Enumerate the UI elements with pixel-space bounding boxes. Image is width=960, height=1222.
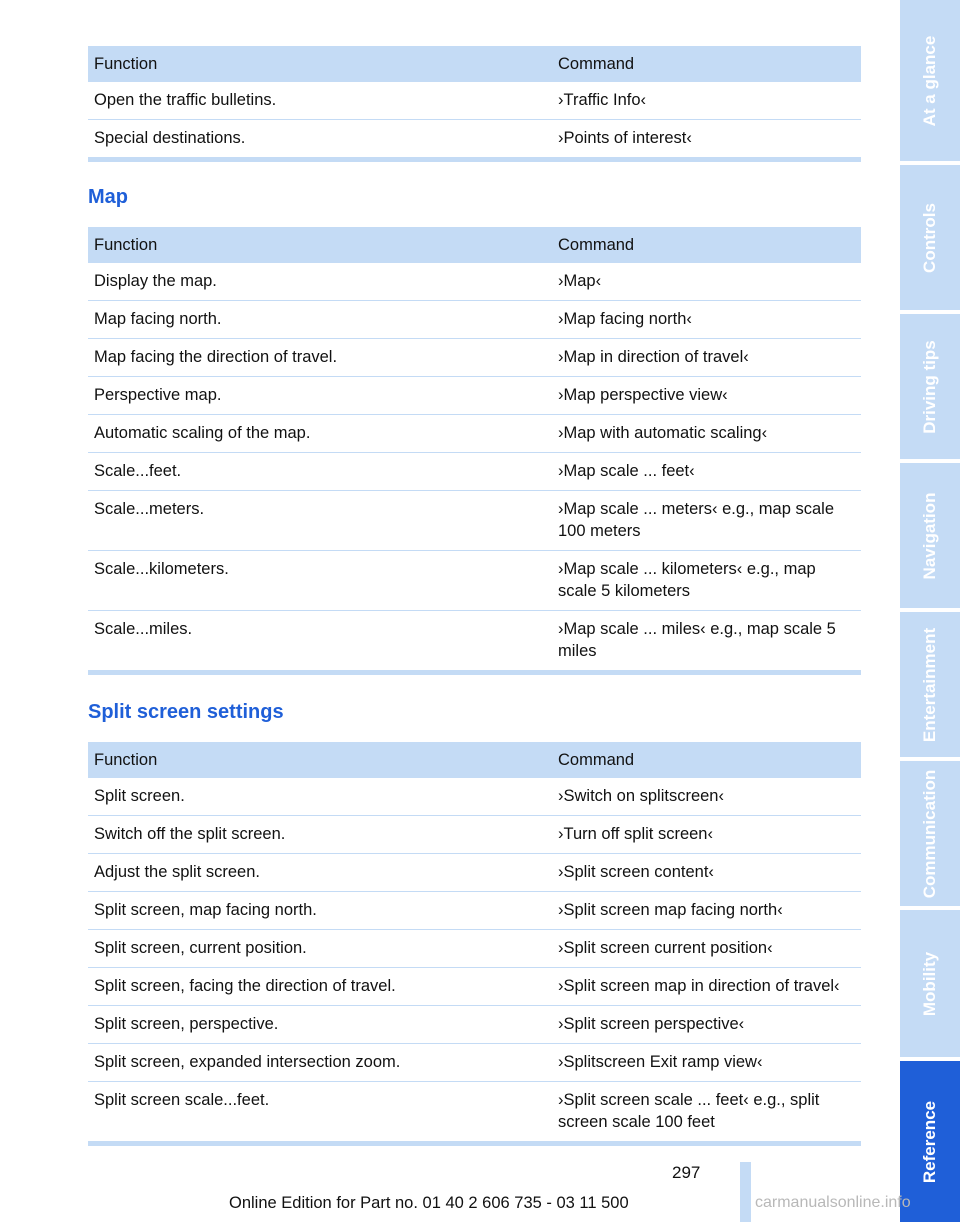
- table-header-row: [88, 227, 861, 263]
- command-cell: ›Map with automatic scaling‹: [552, 415, 861, 453]
- function-cell: Split screen, facing the direction of travel.: [88, 968, 552, 1006]
- function-cell: Map facing north.: [88, 301, 552, 339]
- table-row: [88, 930, 861, 968]
- tab-label: Entertainment: [920, 627, 939, 742]
- command-cell: ›Split screen map in direction of travel‹: [552, 968, 861, 1006]
- column-header-command: Command: [552, 742, 861, 778]
- tab-driving-tips[interactable]: [900, 314, 960, 459]
- table-row: [88, 82, 861, 120]
- column-header-function: Function: [88, 742, 552, 778]
- section-title-split-screen: Split screen settings: [88, 701, 284, 723]
- function-cell: Automatic scaling of the map.: [88, 415, 552, 453]
- table-row: [88, 1044, 861, 1082]
- table-row: [88, 415, 861, 453]
- tab-label: Controls: [920, 202, 939, 273]
- table-row: [88, 892, 861, 930]
- command-cell: ›Traffic Info‹: [552, 82, 861, 120]
- function-cell: Switch off the split screen.: [88, 816, 552, 854]
- command-cell: ›Split screen current position‹: [552, 930, 861, 968]
- command-cell: ›Points of interest‹: [552, 120, 861, 160]
- command-cell: ›Split screen scale ... feet‹ e.g., split screen scale 100 feet: [552, 1082, 861, 1144]
- command-cell: ›Switch on splitscreen‹: [552, 778, 861, 816]
- tab-label: Mobility: [920, 951, 939, 1016]
- column-header-command: Command: [552, 227, 861, 263]
- chapter-sidebar: [900, 0, 960, 1222]
- command-cell: ›Map scale ... kilometers‹ e.g., map scale 5 kilometers: [552, 551, 861, 611]
- function-cell: Split screen, perspective.: [88, 1006, 552, 1044]
- page-number-bar: [740, 1162, 751, 1222]
- table-row: [88, 301, 861, 339]
- command-cell: ›Map scale ... feet‹: [552, 453, 861, 491]
- tab-label: Reference: [920, 1100, 939, 1183]
- function-cell: Scale...kilometers.: [88, 551, 552, 611]
- column-header-function: Function: [88, 227, 552, 263]
- function-cell: Split screen scale...feet.: [88, 1082, 552, 1144]
- command-cell: ›Map‹: [552, 263, 861, 301]
- function-cell: Split screen, current position.: [88, 930, 552, 968]
- tab-label: Navigation: [920, 492, 939, 579]
- table-row: [88, 263, 861, 301]
- command-cell: ›Split screen perspective‹: [552, 1006, 861, 1044]
- table-row: [88, 1006, 861, 1044]
- function-cell: Scale...miles.: [88, 611, 552, 673]
- function-cell: Adjust the split screen.: [88, 854, 552, 892]
- table-header-row: [88, 46, 861, 82]
- split-screen-table: [88, 742, 861, 1146]
- tab-label: Communication: [920, 769, 939, 898]
- page-number: 297: [672, 1163, 701, 1182]
- table-row: [88, 453, 861, 491]
- section-title-map: Map: [88, 186, 128, 208]
- footer-text: Online Edition for Part no. 01 40 2 606 735 - 03 11 500: [229, 1194, 629, 1212]
- function-cell: Scale...meters.: [88, 491, 552, 551]
- table-row: [88, 816, 861, 854]
- table-row: [88, 120, 861, 160]
- function-cell: Open the traffic bulletins.: [88, 82, 552, 120]
- function-cell: Perspective map.: [88, 377, 552, 415]
- command-cell: ›Map in direction of travel‹: [552, 339, 861, 377]
- function-cell: Map facing the direction of travel.: [88, 339, 552, 377]
- table-row: [88, 377, 861, 415]
- tab-label: At a glance: [920, 35, 939, 126]
- command-cell: ›Map perspective view‹: [552, 377, 861, 415]
- page-content: [88, 46, 861, 1146]
- command-cell: ›Turn off split screen‹: [552, 816, 861, 854]
- command-cell: ›Map scale ... miles‹ e.g., map scale 5 miles: [552, 611, 861, 673]
- command-cell: ›Splitscreen Exit ramp view‹: [552, 1044, 861, 1082]
- table-row: [88, 778, 861, 816]
- function-cell: Split screen, expanded intersection zoom.: [88, 1044, 552, 1082]
- command-cell: ›Map facing north‹: [552, 301, 861, 339]
- tab-communication[interactable]: [900, 761, 960, 906]
- table-row: [88, 339, 861, 377]
- command-cell: ›Split screen content‹: [552, 854, 861, 892]
- tab-label: Driving tips: [920, 339, 939, 434]
- function-cell: Special destinations.: [88, 120, 552, 160]
- tab-navigation[interactable]: [900, 463, 960, 608]
- map-table: [88, 227, 861, 675]
- function-cell: Split screen, map facing north.: [88, 892, 552, 930]
- function-cell: Split screen.: [88, 778, 552, 816]
- command-cell: ›Split screen map facing north‹: [552, 892, 861, 930]
- tab-entertainment[interactable]: [900, 612, 960, 757]
- column-header-function: Function: [88, 46, 552, 82]
- table-row: [88, 611, 861, 673]
- table-row: [88, 551, 861, 611]
- command-cell: ›Map scale ... meters‹ e.g., map scale 100 meters: [552, 491, 861, 551]
- watermark: carmanualsonline.info: [755, 1194, 911, 1211]
- tab-mobility[interactable]: [900, 910, 960, 1057]
- tab-at-a-glance[interactable]: [900, 0, 960, 161]
- column-header-command: Command: [552, 46, 861, 82]
- table-row: [88, 491, 861, 551]
- table-row: [88, 854, 861, 892]
- traffic-table: [88, 46, 861, 162]
- function-cell: Scale...feet.: [88, 453, 552, 491]
- tab-controls[interactable]: [900, 165, 960, 310]
- function-cell: Display the map.: [88, 263, 552, 301]
- table-row: [88, 1082, 861, 1144]
- table-header-row: [88, 742, 861, 778]
- table-row: [88, 968, 861, 1006]
